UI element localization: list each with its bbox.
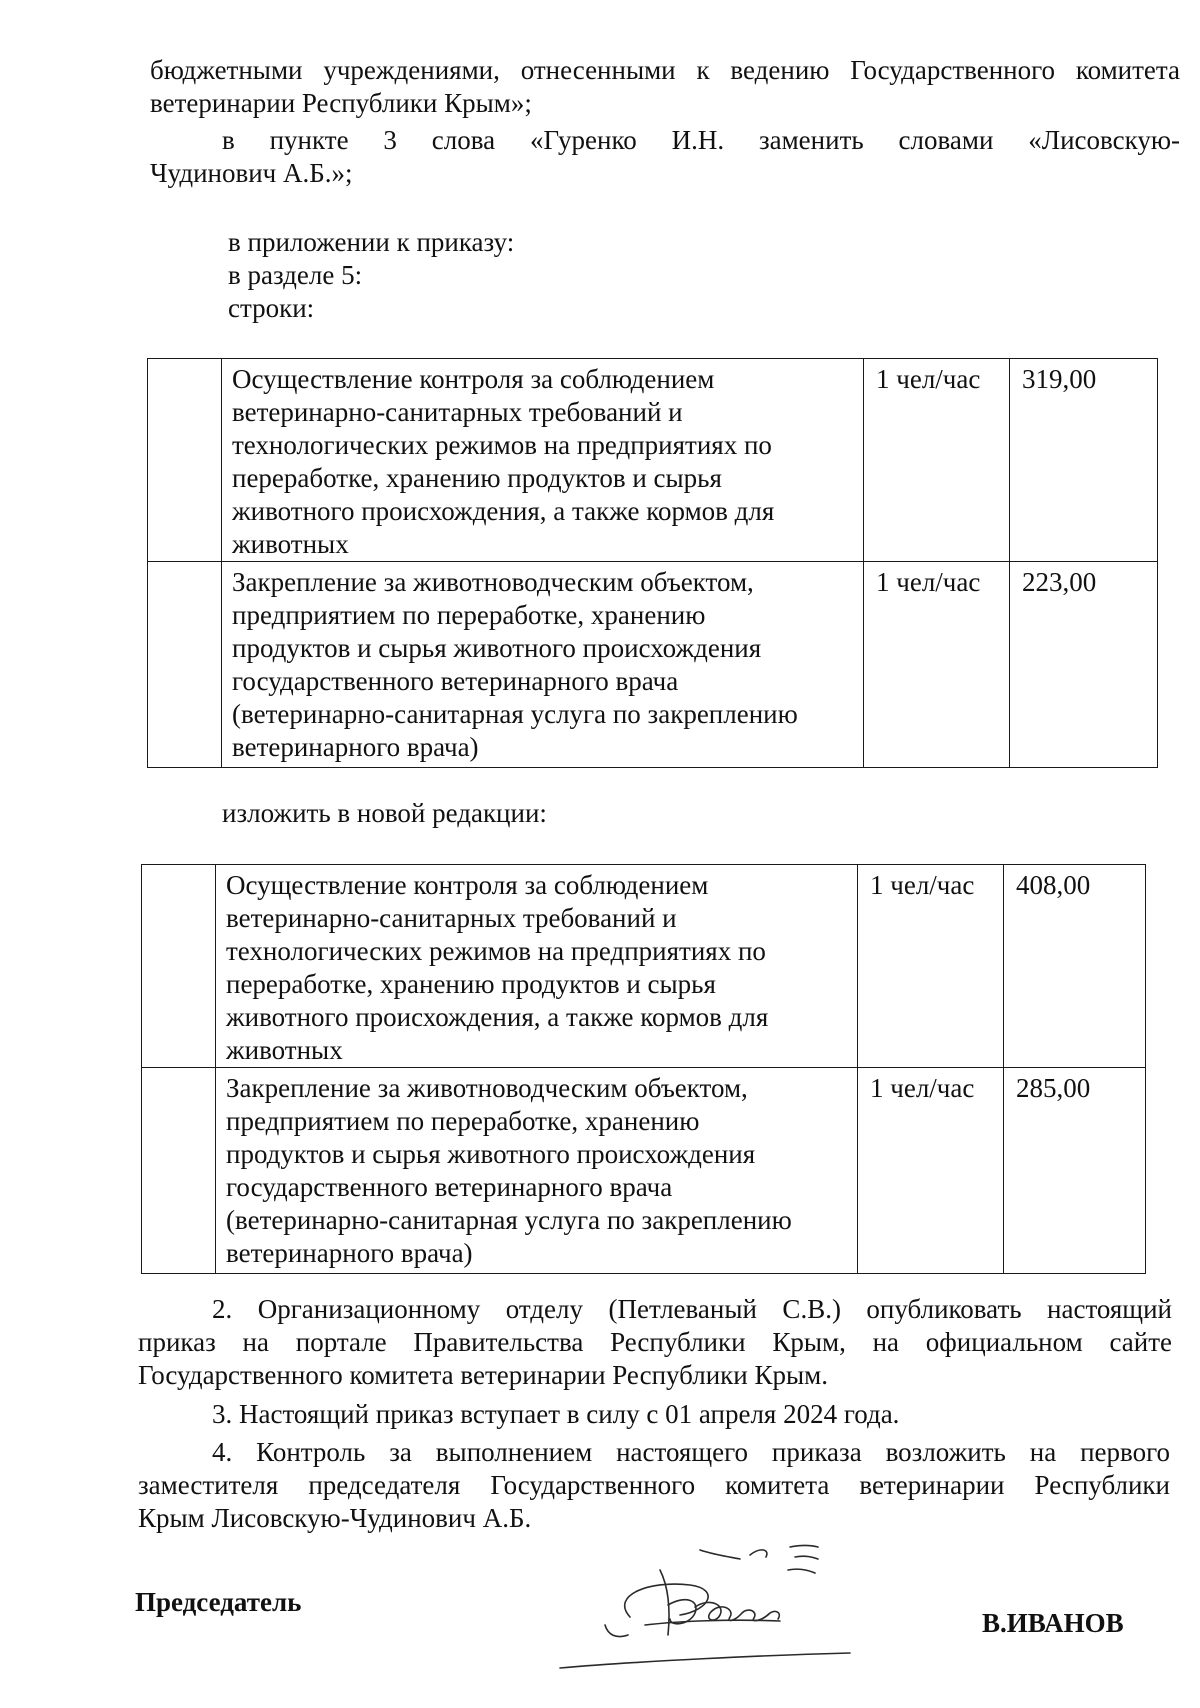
- description-line: животных: [226, 1035, 343, 1065]
- description-line: переработке, хранению продуктов и сырья: [226, 969, 716, 999]
- description-line: ветеринарно-санитарных требований и: [232, 397, 683, 427]
- row-number-cell: [142, 1068, 216, 1274]
- description-line: предприятием по переработке, хранению: [226, 1106, 700, 1136]
- price-cell: 319,00: [1010, 359, 1158, 562]
- description-line: Осуществление контроля за соблюдением: [232, 364, 715, 394]
- description-line: ветеринарного врача): [226, 1238, 473, 1268]
- table-row: [148, 359, 1158, 562]
- unit-cell: 1 чел/час: [864, 562, 1010, 768]
- service-description-cell: [222, 359, 864, 562]
- para2-line-2: приказ на портале Правительства Республики Крым, на официальном сайте: [138, 1327, 1172, 1357]
- para4-line-1: 4. Контроль за выполнением настоящего приказа возложить на первого: [212, 1437, 1170, 1467]
- description-line: продуктов и сырья животного происхождения: [232, 633, 762, 663]
- intro-line-1: бюджетными учреждениями, отнесенными к ведению Государственного комитета: [150, 55, 1180, 85]
- row-number-cell: [142, 865, 216, 1068]
- service-description-cell: [216, 865, 858, 1068]
- rows-label: строки:: [228, 293, 315, 323]
- signature-title: Председатель: [135, 1587, 302, 1617]
- description-line: технологических режимов на предприятиях по: [226, 936, 766, 966]
- unit-cell: 1 чел/час: [864, 359, 1010, 562]
- section-label: в разделе 5:: [228, 260, 363, 290]
- description-line: переработке, хранению продуктов и сырья: [232, 463, 722, 493]
- para2-line-3: Государственного комитета ветеринарии Республики Крым.: [138, 1360, 828, 1390]
- new-rates-table: [141, 864, 1146, 1274]
- row-number-cell: [148, 562, 222, 768]
- description-line: продуктов и сырья животного происхождения: [226, 1139, 756, 1169]
- appendix-label: в приложении к приказу:: [228, 227, 515, 257]
- description-line: технологических режимов на предприятиях по: [232, 430, 772, 460]
- table-row: [142, 1068, 1146, 1274]
- old-rates-table: [147, 358, 1158, 768]
- point3-line-2: Чудинович А.Б.»;: [150, 158, 353, 188]
- signature-name: В.ИВАНОВ: [982, 1608, 1124, 1638]
- service-description-cell: [222, 562, 864, 768]
- handwritten-signature: [520, 1535, 920, 1680]
- description-line: (ветеринарно-санитарная услуга по закреплению: [232, 699, 798, 729]
- intro-line-2: ветеринарии Республики Крым»;: [150, 88, 532, 118]
- price-cell: 223,00: [1010, 562, 1158, 768]
- unit-cell: 1 чел/час: [858, 1068, 1004, 1274]
- para3: 3. Настоящий приказ вступает в силу с 01 апреля 2024 года.: [212, 1399, 900, 1429]
- table-row: [148, 562, 1158, 768]
- description-line: ветеринарно-санитарных требований и: [226, 903, 677, 933]
- description-line: животных: [232, 529, 349, 559]
- description-line: Осуществление контроля за соблюдением: [226, 870, 709, 900]
- description-line: животного происхождения, а также кормов для: [226, 1002, 769, 1032]
- new-edition-label: изложить в новой редакции:: [222, 798, 547, 828]
- para4-line-3: Крым Лисовскую-Чудинович А.Б.: [138, 1503, 532, 1533]
- row-number-cell: [148, 359, 222, 562]
- description-line: государственного ветеринарного врача: [226, 1172, 673, 1202]
- price-cell: 408,00: [1004, 865, 1146, 1068]
- point3-line-1: в пункте 3 слова «Гуренко И.Н. заменить словами «Лисовскую-: [222, 125, 1180, 155]
- description-line: животного происхождения, а также кормов для: [232, 496, 775, 526]
- para2-line-1: 2. Организационному отделу (Петлеваный С.В.) опубликовать настоящий: [212, 1294, 1172, 1324]
- table-row: [142, 865, 1146, 1068]
- description-line: предприятием по переработке, хранению: [232, 600, 706, 630]
- description-line: государственного ветеринарного врача: [232, 666, 679, 696]
- unit-cell: 1 чел/час: [858, 865, 1004, 1068]
- description-line: ветеринарного врача): [232, 732, 479, 762]
- description-line: (ветеринарно-санитарная услуга по закреплению: [226, 1205, 792, 1235]
- description-line: Закрепление за животноводческим объектом,: [226, 1073, 748, 1103]
- service-description-cell: [216, 1068, 858, 1274]
- description-line: Закрепление за животноводческим объектом,: [232, 567, 754, 597]
- price-cell: 285,00: [1004, 1068, 1146, 1274]
- para4-line-2: заместителя председателя Государственного комитета ветеринарии Республики: [138, 1470, 1170, 1500]
